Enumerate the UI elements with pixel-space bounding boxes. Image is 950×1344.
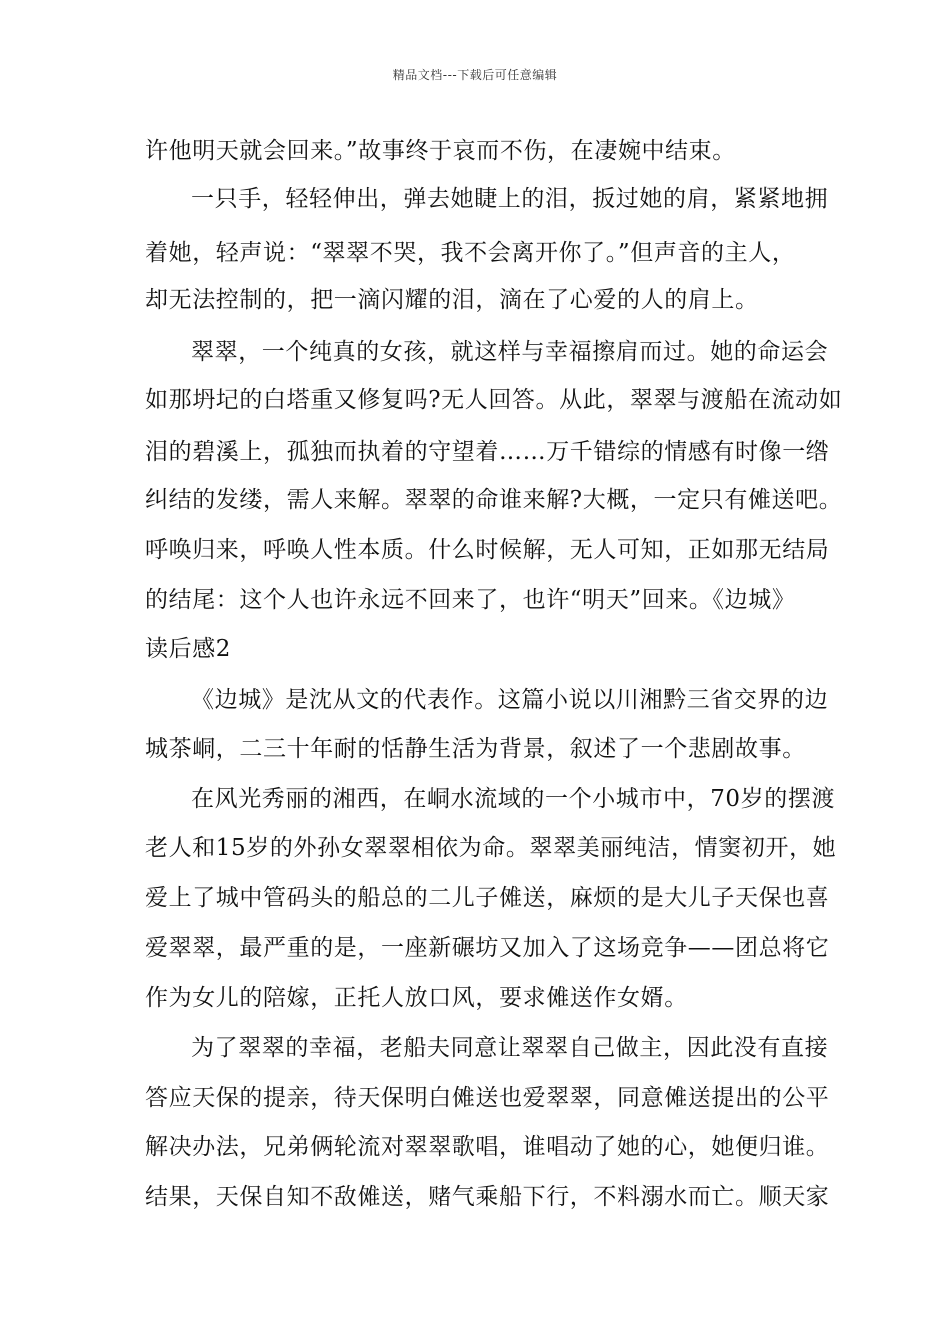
text-line: 爱翠翠，最严重的是，一座新碾坊又加入了这场竞争——团总将它: [145, 935, 830, 961]
text-line: 着她，轻声说：“翠翠不哭，我不会离开你了。”但声音的主人，: [145, 240, 796, 266]
text-line: 城茶峒，二三十年耐的恬静生活为背景，叙述了一个悲剧故事。: [145, 736, 806, 762]
text-line: 纠结的发缕，需人来解。翠翠的命谁来解?大概，一定只有傩送吧。: [145, 487, 843, 513]
text-line: 作为女儿的陪嫁，正托人放口风，要求傩送作女婿。: [145, 985, 688, 1011]
text-line: 解决办法，兄弟俩轮流对翠翠歌唱，谁唱动了她的心，她便归谁。: [145, 1134, 830, 1160]
text-line: 呼唤归来，呼唤人性本质。什么时候解，无人可知，正如那无结局: [145, 537, 830, 563]
text-line: 答应天保的提亲，待天保明白傩送也爱翠翠，同意傩送提出的公平: [145, 1085, 830, 1111]
text-line: 翠翠，一个纯真的女孩，就这样与幸福擦肩而过。她的命运会: [191, 339, 829, 365]
text-line: 结果，天保自知不敌傩送，赌气乘船下行，不料溺水而亡。顺天家: [145, 1184, 830, 1210]
page-header: 精品文档---下载后可任意编辑: [392, 68, 558, 82]
text-line: 为了翠翠的幸福，老船夫同意让翠翠自己做主，因此没有直接: [191, 1035, 829, 1061]
text-line: 一只手，轻轻伸出，弹去她睫上的泪，扳过她的肩，紧紧地拥: [191, 186, 829, 212]
text-line: 泪的碧溪上，孤独而执着的守望着……万千错综的情感有时像一绺: [145, 439, 830, 465]
text-line: 却无法控制的，把一滴闪耀的泪，滴在了心爱的人的肩上。: [145, 287, 759, 313]
text-line: 在风光秀丽的湘西，在峒水流域的一个小城市中，70岁的摆渡: [191, 786, 836, 812]
text-line: 许他明天就会回来。”故事终于哀而不伤，在凄婉中结束。: [145, 138, 736, 164]
text-line: 老人和15岁的外孙女翠翠相依为命。翠翠美丽纯洁，情窦初开，她: [145, 835, 837, 861]
text-line: 《边城》是沈从文的代表作。这篇小说以川湘黔三省交界的边: [191, 687, 829, 713]
text-line: 的结尾：这个人也许永远不回来了，也许“明天”回来。《边城》: [145, 587, 796, 613]
text-line: 如那坍圮的白塔重又修复吗?无人回答。从此，翠翠与渡船在流动如: [145, 387, 843, 413]
text-line: 爱上了城中管码头的船总的二儿子傩送，麻烦的是大儿子天保也喜: [145, 885, 830, 911]
text-line: 读后感2: [145, 636, 232, 662]
